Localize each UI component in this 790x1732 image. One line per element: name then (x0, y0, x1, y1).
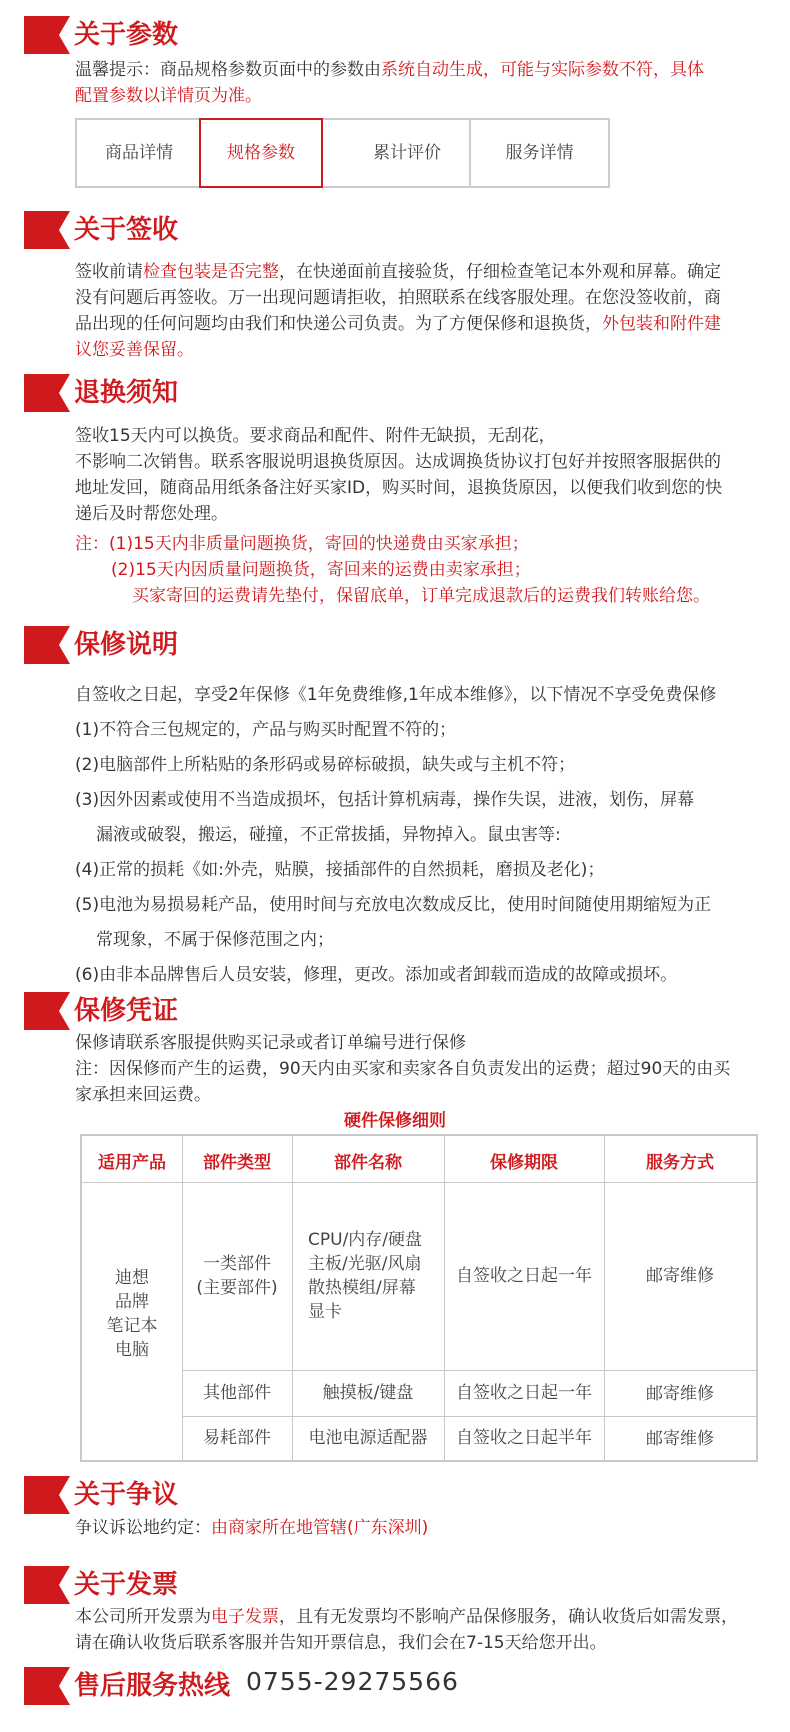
table-divider (182, 1416, 756, 1417)
text: 递后及时帮您处理。 (75, 504, 228, 524)
highlight: 外包装和附件建 (602, 314, 721, 334)
highlight: 检查包装是否完整 (143, 262, 279, 282)
part-type: 其他部件 (203, 1383, 271, 1403)
invoice-text (75, 1604, 787, 1656)
section-title: 保修凭证 (74, 996, 179, 1026)
red-flag-icon (24, 1476, 70, 1514)
highlight: 电子发票 (211, 1607, 279, 1627)
section-header-returns (24, 374, 764, 414)
service-method: 邮寄维修 (646, 1384, 714, 1404)
note-text: 温馨提示：商品规格参数页面中的参数由 (75, 60, 381, 80)
text: 本公司所开发票为 (75, 1607, 211, 1627)
section-header-dispute (24, 1476, 764, 1516)
section-title: 关于参数 (74, 20, 179, 50)
warranty-item: (6)由非本品牌售后人员安装，修理，更改。添加或者卸载而造成的故障或损坏。 (75, 965, 678, 985)
table-divider (182, 1370, 756, 1371)
tab-bar (75, 118, 610, 188)
part-name: 显卡 (308, 1302, 342, 1322)
returns-notes (75, 531, 775, 609)
text: 不影响二次销售。联系客服说明退换货原因。达成调换货协议打包好并按照客服据供的 (75, 452, 721, 472)
warranty-item: (5)电池为易损易耗产品，使用时间与充放电次数成反比，使用时间随使用期缩短为正 (75, 895, 712, 915)
product-cell (82, 1266, 182, 1362)
warranty-item: (2)电脑部件上所粘贴的条形码或易碎标破损，缺失或与主机不符； (75, 755, 576, 775)
part-name-cell (308, 1228, 444, 1324)
hotline-number: 0755-29275566 (246, 1667, 459, 1696)
section-title: 保修说明 (74, 630, 179, 660)
highlight: 议您妥善保留。 (75, 340, 194, 360)
table-divider (82, 1182, 756, 1183)
warranty-period: 自签收之日起一年 (456, 1266, 592, 1286)
product-text: 迪想 (115, 1268, 149, 1288)
note: 买家寄回的运费请先垫付，保留底单，订单完成退款后的运费我们转账给您。 (132, 586, 710, 606)
warranty-period: 自签收之日起一年 (456, 1383, 592, 1403)
product-text: 品牌 (115, 1292, 149, 1312)
text: 签收15天内可以换货。要求商品和配件、附件无缺损，无刮花， (75, 426, 556, 446)
table-header: 适用产品 (98, 1153, 166, 1173)
service-method: 邮寄维修 (646, 1266, 714, 1286)
section-header-voucher (24, 992, 764, 1032)
table-divider (444, 1136, 445, 1460)
part-name: 主板/光驱/风扇 (308, 1254, 422, 1274)
part-type: 易耗部件 (203, 1428, 271, 1448)
warranty-item: (1)不符合三包规定的，产品与购买时配置不符的； (75, 720, 457, 740)
part-type-cell (182, 1252, 292, 1300)
text: ，且有无发票均不影响产品保修服务，确认收货后如需发票， (279, 1607, 738, 1627)
table-header: 部件类型 (203, 1153, 271, 1173)
part-name: 散热模组/屏幕 (308, 1278, 416, 1298)
warranty-item: (4)正常的损耗《如:外壳，贴膜，接插部件的自然损耗，磨损及老化)； (75, 860, 605, 880)
red-flag-icon (24, 211, 70, 249)
text: 品出现的任何问题均由我们和快递公司负责。为了方便保修和退换货， (75, 314, 602, 334)
voucher-text (75, 1030, 787, 1108)
text: 家承担来回运费。 (75, 1085, 211, 1105)
tab-service-details[interactable]: 服务详情 (505, 143, 574, 163)
warranty-period: 自签收之日起半年 (456, 1428, 592, 1448)
part-name: CPU/内存/硬盘 (308, 1230, 423, 1250)
params-note (75, 57, 775, 109)
signing-text (75, 259, 775, 363)
table-divider (292, 1136, 293, 1460)
section-header-signing (24, 211, 764, 251)
text: 争议诉讼地约定： (75, 1518, 211, 1538)
product-text: 电脑 (115, 1340, 149, 1360)
warranty-item: (3)因外因素或使用不当造成损坏，包括计算机病毒，操作失误，进液，划伤，屏幕 (75, 790, 695, 810)
section-header-invoice (24, 1566, 764, 1606)
text: ，在快递面前直接验货，仔细检查笔记本外观和屏幕。确定 (279, 262, 721, 282)
table-divider (604, 1136, 605, 1460)
highlight: 由商家所在地管辖(广东深圳) (211, 1518, 429, 1538)
part-name: 触摸板/键盘 (322, 1383, 414, 1403)
text: 没有问题后再签收。万一出现问题请拒收，拍照联系在线客服处理。在您没签收前，商 (75, 288, 721, 308)
tab-specifications[interactable]: 规格参数 (199, 118, 323, 188)
text: 保修请联系客服提供购买记录或者订单编号进行保修 (75, 1033, 466, 1053)
text: 注：因保修而产生的运费，90天内由买家和卖家各自负责发出的运费；超过90天的由买 (75, 1059, 731, 1079)
tab-reviews[interactable]: 累计评价 (373, 143, 441, 163)
red-flag-icon (24, 992, 70, 1030)
table-header: 部件名称 (334, 1153, 402, 1173)
table-header: 保修期限 (490, 1153, 558, 1173)
returns-text (75, 423, 775, 527)
warranty-item-cont: 漏液或破裂，搬运，碰撞，不正常拔插，异物掉入。鼠虫害等: (96, 825, 561, 845)
warranty-intro: 自签收之日起，享受2年保修《1年免费维修,1年成本维修》，以下情况不享受免费保修 (75, 685, 717, 705)
note: 注：(1)15天内非质量问题换货，寄回的快递费由买家承担； (75, 534, 529, 554)
section-title: 关于争议 (74, 1480, 179, 1510)
warranty-item-cont: 常现象，不属于保修范围之内； (96, 930, 334, 950)
text: 地址发回，随商品用纸条备注好买家ID，购买时间，退换货原因，以便我们收到您的快 (75, 478, 723, 498)
part-type: (主要部件) (196, 1278, 278, 1298)
red-flag-icon (24, 1667, 70, 1705)
note-highlight: 系统自动生成，可能与实际参数不符，具体 (381, 60, 704, 80)
tab-product-details[interactable]: 商品详情 (105, 143, 173, 163)
red-flag-icon (24, 16, 70, 54)
red-flag-icon (24, 1566, 70, 1604)
section-title: 关于签收 (74, 215, 179, 245)
section-header-params (24, 16, 764, 56)
part-type: 一类部件 (203, 1254, 271, 1274)
section-title: 售后服务热线 (74, 1671, 231, 1701)
note: (2)15天内因质量问题换货，寄回来的运费由卖家承担； (111, 560, 531, 580)
part-name: 电池电源适配器 (308, 1428, 428, 1448)
section-title: 关于发票 (74, 1570, 179, 1600)
dispute-text (75, 1515, 775, 1541)
product-text: 笔记本 (106, 1316, 158, 1336)
note-highlight: 配置参数以详情页为准。 (75, 86, 262, 106)
text: 请在确认收货后联系客服并告知开票信息，我们会在7-15天给您开出。 (75, 1633, 607, 1653)
service-method: 邮寄维修 (646, 1429, 714, 1449)
table-header: 服务方式 (646, 1153, 714, 1173)
text: 签收前请 (75, 262, 143, 282)
section-header-warranty (24, 626, 764, 666)
warranty-table (80, 1134, 758, 1462)
table-title: 硬件保修细则 (344, 1111, 446, 1131)
red-flag-icon (24, 626, 70, 664)
red-flag-icon (24, 374, 70, 412)
section-title: 退换须知 (74, 378, 179, 408)
